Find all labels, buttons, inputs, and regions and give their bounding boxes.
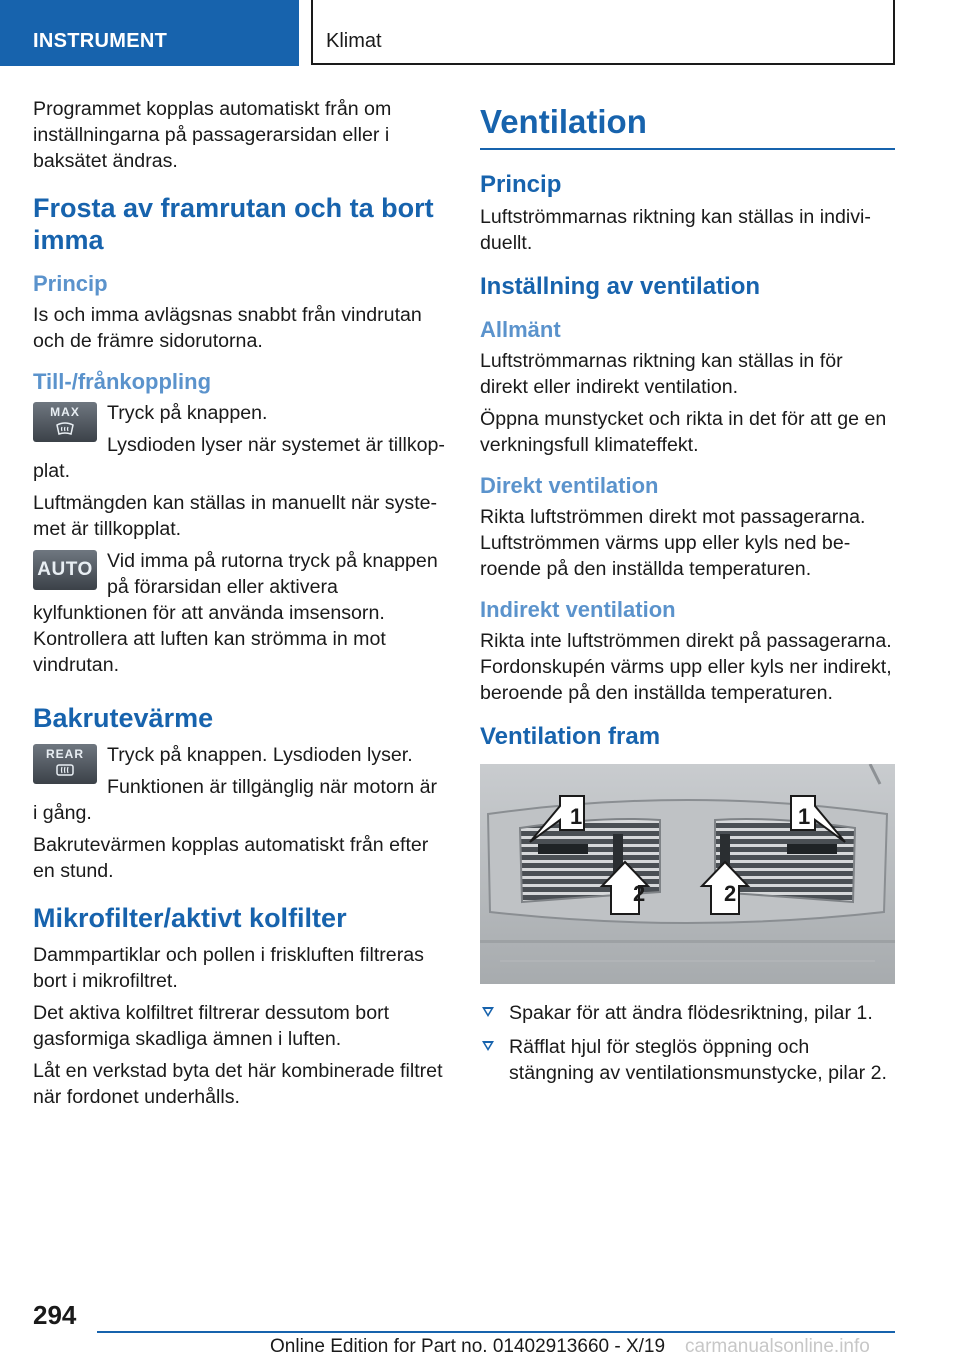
auto-icon-label: AUTO <box>37 559 93 580</box>
airflow-text: Luftmängden kan ställas in manuellt när systemet är tillkopplat. <box>33 492 438 540</box>
arrow-1-left-label: 1 <box>570 804 583 829</box>
watermark-text: carmanualsonline.info <box>685 1336 870 1357</box>
bullet-text: Räfflat hjul för steglös öppning och stängning av ventilationsmunstycke, pilar 2. <box>509 1036 887 1084</box>
vent-setting-heading: Inställning av ventilation <box>480 273 761 300</box>
intro-paragraph: Programmet kopplas automatiskt från om inställningarna på passagerarsidan eller i baksätet ändras. <box>33 98 392 172</box>
max-press-text: Tryck på knappen. <box>107 402 268 424</box>
rear-heading: Bakrutevärme <box>33 703 214 733</box>
max-defrost-block <box>33 400 445 490</box>
arrow-2-right-label: 2 <box>724 881 737 906</box>
auto-block <box>33 548 445 684</box>
rear-icon-label: REAR <box>45 747 84 761</box>
defrost-heading: Frosta av framrutan och ta bort imma <box>33 193 434 255</box>
windshield-heat-icon <box>55 419 75 437</box>
direct-text: Rikta luftströmmen direkt mot passagerarna. Luftströmmen värms upp eller kyls ned beroende på den inställda temperaturen. <box>480 506 866 580</box>
max-icon-label: MAX <box>50 405 80 419</box>
onoff-heading: Till-/frånkoppling <box>33 369 212 394</box>
bullet-text: Spakar för att ändra flödesriktning, pilar 1. <box>509 1002 873 1024</box>
ventilation-heading: Ventilation <box>480 102 895 150</box>
list-item <box>480 1000 895 1026</box>
section-title: INSTRUMENT <box>33 30 168 52</box>
rear-press-text: Tryck på knappen. Lysdioden lyser. <box>107 744 413 766</box>
general-heading: Allmänt <box>480 317 561 342</box>
right-column <box>480 96 895 1094</box>
chapter-title: Klimat <box>326 30 382 52</box>
indirect-heading: Indirekt ventilation <box>480 597 676 622</box>
auto-text: Vid imma på rutorna tryck på knappen på förarsidan eller aktivera kylfunktionen för att använda imsensorn. Kontrollera att luften kan strömma in mot vindrutan. <box>33 550 438 676</box>
vent-principle-text: Luftströmmarnas riktning kan ställas in individuellt. <box>480 206 871 254</box>
filter-p1: Dammpartiklar och pollen i friskluften filtreras bort i mikrofiltret. <box>33 944 424 992</box>
footer-divider <box>97 1331 895 1333</box>
rear-func-text: Funktionen är tillgänglig när motorn är i gång. <box>33 776 438 824</box>
section-tab <box>0 0 299 66</box>
arrow-2-left-label: 2 <box>633 881 646 906</box>
triangle-bullet-icon <box>482 1041 494 1051</box>
vent-bullet-list <box>480 1000 895 1086</box>
page-number: 294 <box>33 1300 77 1330</box>
rear-auto-off-text: Bakrutevärmen kopplas automatiskt från efter en stund. <box>33 834 429 882</box>
rear-defrost-button-icon <box>33 744 97 784</box>
triangle-bullet-icon <box>482 1007 494 1017</box>
filter-heading: Mikrofilter/aktivt kolfilter <box>33 903 347 933</box>
direct-heading: Direkt ventilation <box>480 473 659 498</box>
list-item <box>480 1034 895 1086</box>
edition-text: Online Edition for Part no. 01402913660 - X/19 <box>270 1336 666 1357</box>
rear-window-heat-icon <box>55 761 75 779</box>
arrow-1-right-label: 1 <box>798 804 811 829</box>
defrost-principle-text: Is och imma avlägsnas snabbt från vindrutan och de främre sidorutorna. <box>33 304 422 352</box>
indirect-text: Rikta inte luftströmmen direkt på passagerarna. Fordonskupén värms upp eller kyls ner indirekt, beroende på den inställda temperaturen. <box>480 630 892 704</box>
filter-p3: Låt en verkstad byta det här kombinerade filtret när fordonet underhålls. <box>33 1060 443 1108</box>
left-column <box>33 96 445 1116</box>
filter-p2: Det aktiva kolfiltret filtrerar dessutom bort gasformiga skadliga ämnen i luften. <box>33 1002 390 1050</box>
front-vent-heading: Ventilation fram <box>480 723 661 750</box>
vent-principle-heading: Princip <box>480 171 562 198</box>
general-p1: Luftströmmarnas riktning kan ställas in för direkt eller indirekt ventilation. <box>480 350 843 398</box>
defrost-principle-heading: Princip <box>33 271 108 296</box>
chapter-tab <box>311 0 895 65</box>
front-vent-photo <box>480 764 895 984</box>
auto-button-icon <box>33 550 97 590</box>
rear-block <box>33 742 445 832</box>
max-led-text: Lysdioden lyser när systemet är tillkopplat. <box>33 434 445 482</box>
general-p2: Öppna munstycket och rikta in det för att ge en verkningsfull klimateffekt. <box>480 408 887 456</box>
max-defrost-button-icon <box>33 402 97 442</box>
dashboard-vents-illustration <box>480 764 895 984</box>
